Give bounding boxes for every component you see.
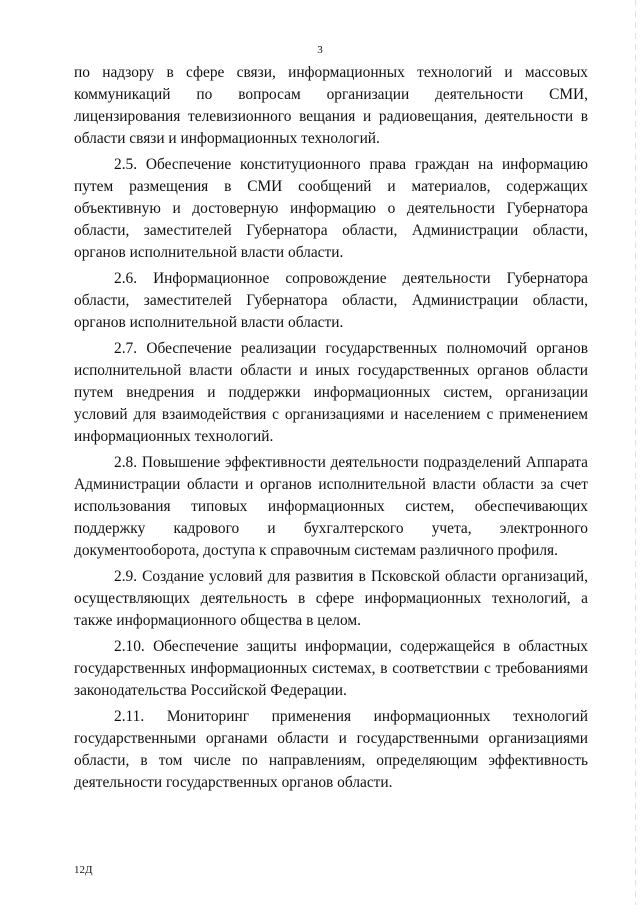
footer-code: 12Д xyxy=(74,864,93,876)
paragraph-2-10: 2.10. Обеспечение защиты информации, содержащейся в областных государственных информационных системах, в соответствии с требованиями законодательства Российской Федерации. xyxy=(74,638,588,699)
paragraph-2-7: 2.7. Обеспечение реализации государственных полномочий органов исполнительной власти области и иных государственных органов области путем внедрения и поддержки информационных систем, организации условий для взаимодействия с организациями и населением с применением информационных технологий. xyxy=(74,340,588,445)
paragraph-2-5: 2.5. Обеспечение конституционного права граждан на информацию путем размещения в СМИ сообщений и материалов, содержащих объективную и достоверную информацию о деятельности Губернатора области, заместителей Губернатора области, Администрации области, органов исполнительной власти области. xyxy=(74,156,588,261)
page-number: 3 xyxy=(317,44,323,56)
paragraph-2-9: 2.9. Создание условий для развития в Псковской области организаций, осуществляющих деятельность в сфере информационных технологий, а также информационного общества в целом. xyxy=(74,568,588,629)
paragraph-continuation: по надзору в сфере связи, информационных технологий и массовых коммуникаций по вопросам организации деятельности СМИ, лицензирования телевизионного вещания и радиовещания, деятельности в области связи и информационных технологий. xyxy=(74,64,588,147)
paragraph-2-11: 2.11. Мониторинг применения информационных технологий государственными органами области и государственными организациями области, в том числе по направлениям, определяющим эффективность деятельности государственных органов области. xyxy=(74,708,588,791)
scan-edge xyxy=(635,0,636,905)
paragraph-2-6: 2.6. Информационное сопровождение деятельности Губернатора области, заместителей Губернатора области, Администрации области, органов исполнительной власти области. xyxy=(74,270,588,331)
document-body xyxy=(74,62,588,794)
paragraph-2-8: 2.8. Повышение эффективности деятельности подразделений Аппарата Администрации области и органов исполнительной власти области за счет использования типовых информационных систем, обеспечивающих поддержку кадрового и бухгалтерского учета, электронного документооборота, доступа к справочным системам различного профиля. xyxy=(74,454,588,559)
